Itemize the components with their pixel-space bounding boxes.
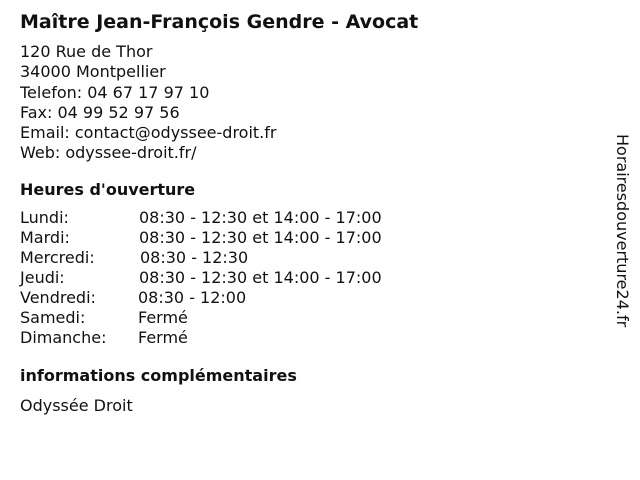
fax-number: Fax: 04 99 52 97 56 xyxy=(20,102,180,122)
day-label: Jeudi: xyxy=(20,267,65,287)
day-label: Dimanche: xyxy=(20,327,107,347)
day-label: Lundi: xyxy=(20,207,69,227)
hours-row-saturday xyxy=(20,308,600,328)
info-heading: informations complémentaires xyxy=(20,365,297,385)
time-value: 08:30 - 12:30 xyxy=(140,247,249,267)
time-value: Fermé xyxy=(138,307,188,327)
business-card xyxy=(20,8,600,416)
day-label: Samedi: xyxy=(20,307,86,327)
time-value: 08:30 - 12:30 et 14:00 - 17:00 xyxy=(139,207,382,227)
phone-number: Telefon: 04 67 17 97 10 xyxy=(20,82,210,102)
info-text: Odyssée Droit xyxy=(20,395,133,415)
hours-row-sunday xyxy=(20,328,600,348)
street-address: 120 Rue de Thor xyxy=(20,42,153,61)
hours-row-monday xyxy=(20,208,600,228)
hours-row-friday xyxy=(20,288,600,308)
hours-table xyxy=(20,208,600,348)
time-value: 08:30 - 12:30 et 14:00 - 17:00 xyxy=(139,227,382,247)
page-title: Maître Jean-François Gendre - Avocat xyxy=(20,11,419,33)
address-block xyxy=(20,42,600,164)
hours-row-thursday xyxy=(20,268,600,288)
website-link: Web: odyssee-droit.fr/ xyxy=(20,143,197,163)
hours-heading: Heures d'ouverture xyxy=(20,179,196,199)
hours-row-tuesday xyxy=(20,228,600,248)
time-value: 08:30 - 12:30 et 14:00 - 17:00 xyxy=(139,267,382,287)
day-label: Mercredi: xyxy=(20,247,95,267)
city-address: 34000 Montpellier xyxy=(20,62,166,82)
time-value: Fermé xyxy=(138,327,188,347)
email-address: Email: contact@odyssee-droit.fr xyxy=(20,123,277,143)
hours-row-wednesday xyxy=(20,248,600,268)
site-watermark: Horairesdouverture24.fr xyxy=(613,134,632,328)
day-label: Vendredi: xyxy=(20,287,96,307)
time-value: 08:30 - 12:00 xyxy=(138,287,247,307)
day-label: Mardi: xyxy=(20,227,70,247)
